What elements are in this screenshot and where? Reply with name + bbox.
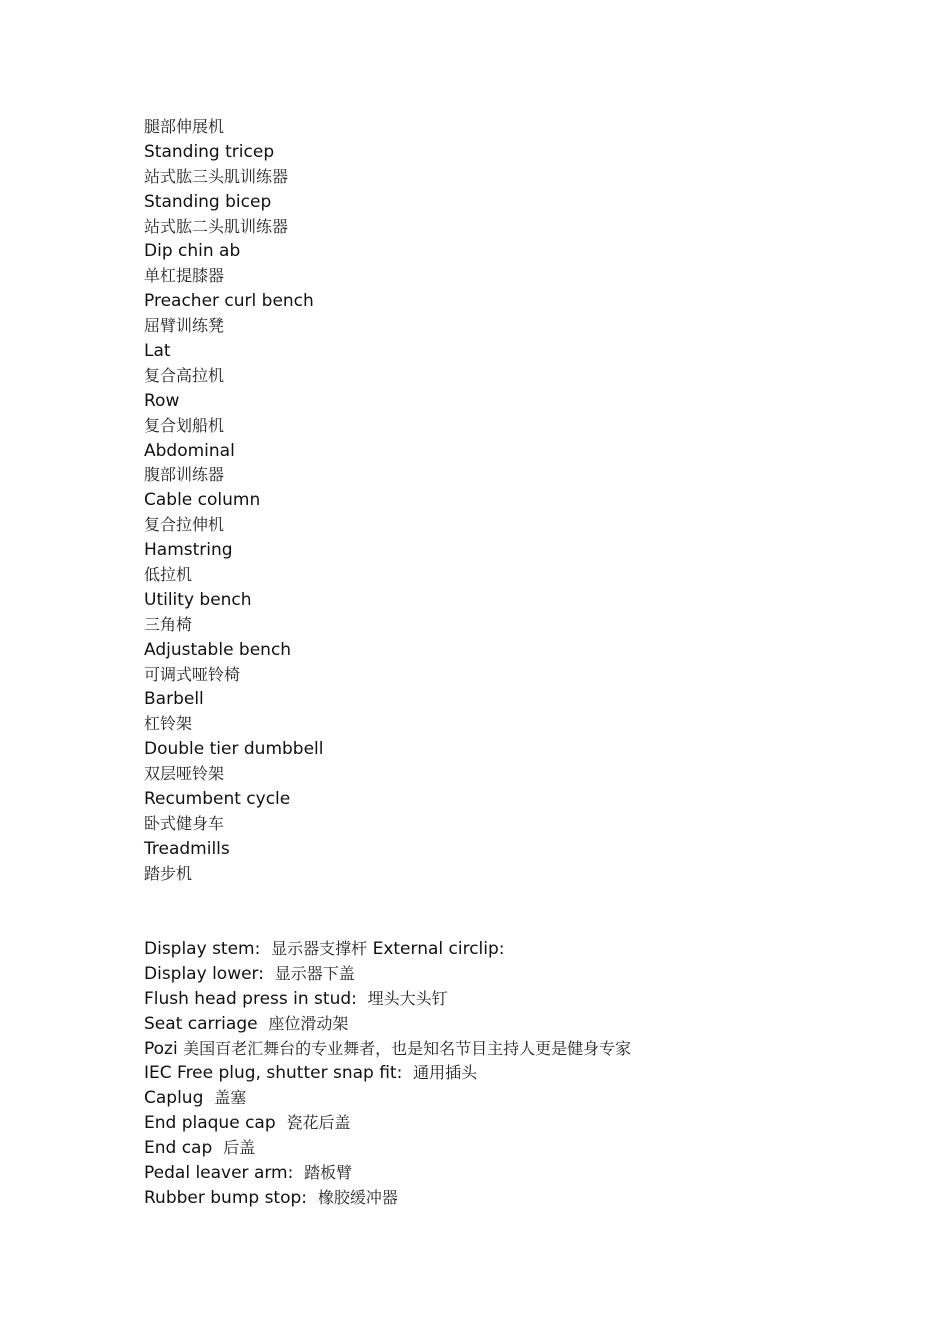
part-entry (144, 1186, 904, 1211)
glossary-english-term: Hamstring (144, 540, 233, 561)
glossary-chinese-term: 卧式健身车 (144, 813, 225, 833)
glossary-english-term: Abdominal (144, 440, 235, 461)
glossary-english-term: Row (144, 390, 180, 411)
part-entry (144, 1136, 904, 1161)
part-chinese-name: 后盖 (223, 1138, 256, 1158)
part-english-name: Seat carriage (144, 1013, 258, 1034)
part-entry (144, 1161, 904, 1186)
part-english-name: Pedal leaver arm: (144, 1163, 294, 1184)
part-entry (144, 962, 904, 987)
parts-list (144, 937, 904, 1211)
glossary-english-term: Treadmills (144, 838, 230, 859)
part-english-name: Caplug (144, 1088, 204, 1109)
glossary-chinese-term: 复合拉伸机 (144, 515, 225, 535)
glossary-english-term: Cable column (144, 490, 261, 511)
part-chinese-name: 踏板臂 (304, 1163, 353, 1183)
glossary-chinese-term: 复合高拉机 (144, 365, 225, 385)
glossary-chinese-term: 踏步机 (144, 863, 193, 883)
glossary-english-term: Recumbent cycle (144, 789, 291, 810)
part-english-name: End plaque cap (144, 1113, 276, 1134)
part-chinese-name: 盖塞 (214, 1088, 247, 1108)
part-entry (144, 937, 904, 962)
part-english-name: Display lower: (144, 963, 264, 984)
glossary-english-term: Standing tricep (144, 141, 275, 162)
glossary-english-term: Adjustable bench (144, 639, 292, 660)
glossary-chinese-term: 可调式哑铃椅 (144, 664, 241, 684)
part-english-name: End cap (144, 1138, 213, 1159)
part-chinese-name: 通用插头 (413, 1063, 478, 1083)
part-english-name: External circlip: (372, 939, 505, 959)
part-entry (144, 1061, 904, 1086)
part-entry (144, 1086, 904, 1111)
glossary-chinese-term: 复合划船机 (144, 415, 225, 435)
part-chinese-name: 埋头大头钉 (367, 988, 448, 1008)
glossary-list (144, 115, 904, 887)
glossary-chinese-term: 三角椅 (144, 614, 193, 634)
glossary-chinese-term: 双层哑铃架 (144, 764, 225, 784)
part-chinese-name: 显示器支撑杆 (271, 939, 368, 958)
part-english-name: Flush head press in stud: (144, 988, 357, 1009)
part-entry (144, 1037, 904, 1062)
glossary-english-term: Dip chin ab (144, 241, 241, 262)
glossary-english-term: Preacher curl bench (144, 291, 314, 312)
glossary-chinese-term: 腿部伸展机 (144, 117, 225, 136)
glossary-english-term: Barbell (144, 689, 204, 710)
glossary-chinese-term: 腹部训练器 (144, 465, 225, 485)
part-chinese-name: 瓷花后盖 (286, 1113, 351, 1133)
part-english-name: Display stem: (144, 939, 261, 959)
glossary-chinese-term: 站式肱三头肌训练器 (144, 166, 289, 186)
glossary-chinese-term: 单杠提膝器 (144, 266, 225, 286)
glossary-english-term: Lat (144, 341, 171, 362)
part-chinese-name: 座位滑动架 (268, 1013, 349, 1033)
glossary-english-term: Utility bench (144, 589, 252, 610)
part-english-name: IEC Free plug, shutter snap fit: (144, 1063, 403, 1084)
part-entry (144, 1012, 904, 1037)
part-entry (144, 987, 904, 1012)
glossary-chinese-term: 站式肱二头肌训练器 (144, 216, 289, 236)
glossary-english-term: Standing bicep (144, 191, 272, 212)
glossary-chinese-term: 屈臂训练凳 (144, 316, 225, 336)
part-english-name: Pozi (144, 1038, 178, 1059)
glossary-chinese-term: 杠铃架 (144, 714, 193, 734)
part-english-name: Rubber bump stop: (144, 1187, 308, 1208)
part-chinese-name: 橡胶缓冲器 (317, 1187, 398, 1207)
part-entry (144, 1111, 904, 1136)
glossary-chinese-term: 低拉机 (144, 565, 193, 585)
part-chinese-name: 显示器下盖 (274, 963, 355, 983)
part-chinese-name: 美国百老汇舞台的专业舞者，也是知名节目主持人更是健身专家 (183, 1038, 632, 1058)
glossary-english-term: Double tier dumbbell (144, 739, 324, 760)
